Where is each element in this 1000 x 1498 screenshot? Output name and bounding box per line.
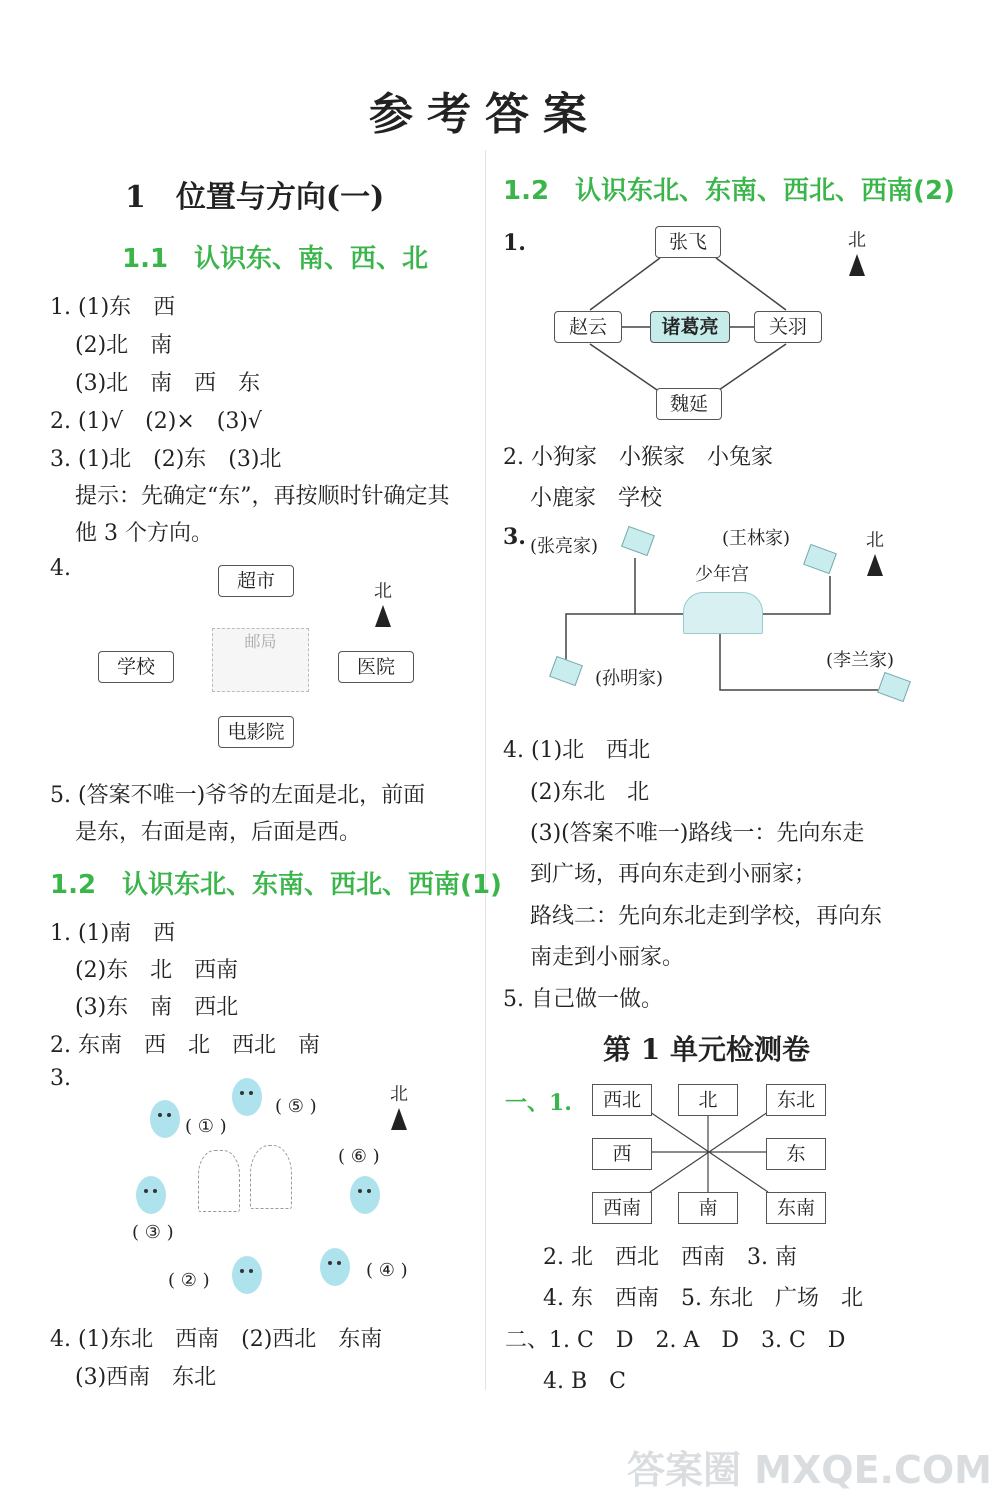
child-face-icon bbox=[232, 1256, 262, 1294]
section-heading-1-2a: 1.2 认识东北、东南、西北、西南(1) bbox=[50, 870, 502, 900]
position-label: ( ③ ) bbox=[132, 1222, 174, 1243]
answer-line: 4. 东 西南 5. 东北 广场 北 bbox=[543, 1286, 863, 1311]
name-box-zhangfei: 张飞 bbox=[655, 226, 721, 258]
north-arrow-icon: 北 bbox=[842, 226, 872, 276]
child-face-icon bbox=[350, 1176, 380, 1214]
child-face-icon bbox=[136, 1176, 166, 1214]
answer-line: 3. bbox=[50, 1066, 71, 1091]
map-label-sunming: (孙明家) bbox=[595, 668, 664, 689]
answer-line: 4. (1)北 西北 bbox=[503, 738, 651, 763]
map-label-zhangliang: (张亮家) bbox=[530, 536, 599, 557]
answer-line: 2. 东南 西 北 西北 南 bbox=[50, 1033, 320, 1058]
hint-line: 提示：先确定“东”，再按顺时针确定其 bbox=[75, 484, 450, 509]
answer-line: 南走到小丽家。 bbox=[530, 945, 685, 970]
answer-line: (3)西南 东北 bbox=[75, 1365, 217, 1390]
north-arrow-icon: 北 bbox=[860, 526, 890, 576]
answer-line: 4. bbox=[50, 556, 71, 581]
answer-line: 是东，右面是南，后面是西。 bbox=[75, 820, 362, 845]
map-box-hospital: 医院 bbox=[338, 651, 414, 683]
chapter-heading: 1 位置与方向(一) bbox=[125, 180, 385, 215]
north-arrow-icon: 北 bbox=[368, 577, 398, 627]
answer-line: 5. (答案不唯一)爷爷的左面是北，前面 bbox=[50, 783, 426, 808]
section-heading-1-1: 1.1 认识东、南、西、北 bbox=[122, 244, 429, 274]
hint-line: 他 3 个方向。 bbox=[75, 521, 213, 546]
answer-line: 2. (1)√ (2)× (3)√ bbox=[50, 409, 262, 434]
map-label-wanglin: (王林家) bbox=[722, 528, 791, 549]
answer-line: (2)东北 北 bbox=[530, 780, 650, 805]
compass-box-northeast: 东北 bbox=[766, 1084, 826, 1116]
answer-line: (3)东 南 西北 bbox=[75, 995, 239, 1020]
answer-line: 到广场，再向东走到小丽家； bbox=[530, 862, 817, 887]
position-label: ( ② ) bbox=[168, 1270, 210, 1291]
compass-box-west: 西 bbox=[592, 1138, 652, 1170]
answer-line: (2)东 北 西南 bbox=[75, 958, 239, 983]
house-icon bbox=[877, 672, 911, 702]
compass-box-east: 东 bbox=[766, 1138, 826, 1170]
map-box-cinema: 电影院 bbox=[218, 716, 294, 748]
child-face-icon bbox=[320, 1248, 350, 1286]
child-face-icon bbox=[150, 1100, 180, 1138]
answer-line: (3)(答案不唯一)路线一：先向东走 bbox=[530, 821, 865, 846]
map-label-youth-palace: 少年宫 bbox=[695, 564, 749, 585]
answer-line: (2)北 南 bbox=[75, 333, 173, 358]
name-box-zhaoyun: 赵云 bbox=[554, 311, 622, 343]
answer-line: 二、1. C D 2. A D 3. C D bbox=[505, 1328, 846, 1353]
answer-line: 1. (1)南 西 bbox=[50, 921, 176, 946]
map-box-supermarket: 超市 bbox=[218, 565, 294, 597]
answer-line: 路线二：先向东北走到学校，再向东 bbox=[530, 904, 883, 929]
youth-palace-icon bbox=[683, 592, 763, 634]
name-box-guanyu: 关羽 bbox=[754, 311, 822, 343]
tree-icon bbox=[198, 1150, 240, 1212]
unit-test-heading: 第 1 单元检测卷 bbox=[603, 1033, 810, 1066]
section-heading-1-2b: 1.2 认识东北、东南、西北、西南(2) bbox=[503, 176, 955, 206]
answer-line: 1. (1)东 西 bbox=[50, 295, 176, 320]
question-number: 3. bbox=[503, 524, 526, 550]
question-number: 一、1. bbox=[505, 1090, 572, 1116]
map-box-school: 学校 bbox=[98, 651, 174, 683]
map-label-lilan: (李兰家) bbox=[826, 650, 895, 671]
answer-line: (3)北 南 西 东 bbox=[75, 371, 261, 396]
position-label: ( ① ) bbox=[185, 1116, 227, 1137]
answer-line: 2. 小狗家 小猴家 小兔家 bbox=[503, 445, 773, 470]
watermark-logo: 答案圈 MXQE.COM bbox=[626, 1448, 992, 1492]
north-arrow-icon: 北 bbox=[384, 1080, 414, 1130]
answer-line: 2. 北 西北 西南 3. 南 bbox=[543, 1245, 797, 1270]
position-label: ( ⑤ ) bbox=[275, 1096, 317, 1117]
column-divider bbox=[485, 150, 486, 1390]
compass-box-southwest: 西南 bbox=[592, 1192, 652, 1224]
compass-box-south: 南 bbox=[678, 1192, 738, 1224]
position-label: ( ⑥ ) bbox=[338, 1146, 380, 1167]
child-face-icon bbox=[232, 1078, 262, 1116]
answer-line: 5. 自己做一做。 bbox=[503, 987, 663, 1012]
position-label: ( ④ ) bbox=[366, 1260, 408, 1281]
answer-line: 小鹿家 学校 bbox=[530, 486, 663, 511]
page-title: 参考答案 bbox=[369, 89, 601, 140]
answer-line: 4. B C bbox=[543, 1369, 626, 1394]
tree-icon bbox=[250, 1145, 292, 1209]
answer-line: 3. (1)北 (2)东 (3)北 bbox=[50, 447, 282, 472]
post-office-building: 邮局 bbox=[212, 628, 309, 692]
compass-box-north: 北 bbox=[678, 1084, 738, 1116]
compass-box-northwest: 西北 bbox=[592, 1084, 652, 1116]
name-box-zhugeliang: 诸葛亮 bbox=[650, 311, 730, 343]
name-box-weiyan: 魏延 bbox=[656, 388, 722, 420]
question-number: 1. bbox=[503, 230, 526, 256]
answer-line: 4. (1)东北 西南 (2)西北 东南 bbox=[50, 1327, 383, 1352]
compass-box-southeast: 东南 bbox=[766, 1192, 826, 1224]
